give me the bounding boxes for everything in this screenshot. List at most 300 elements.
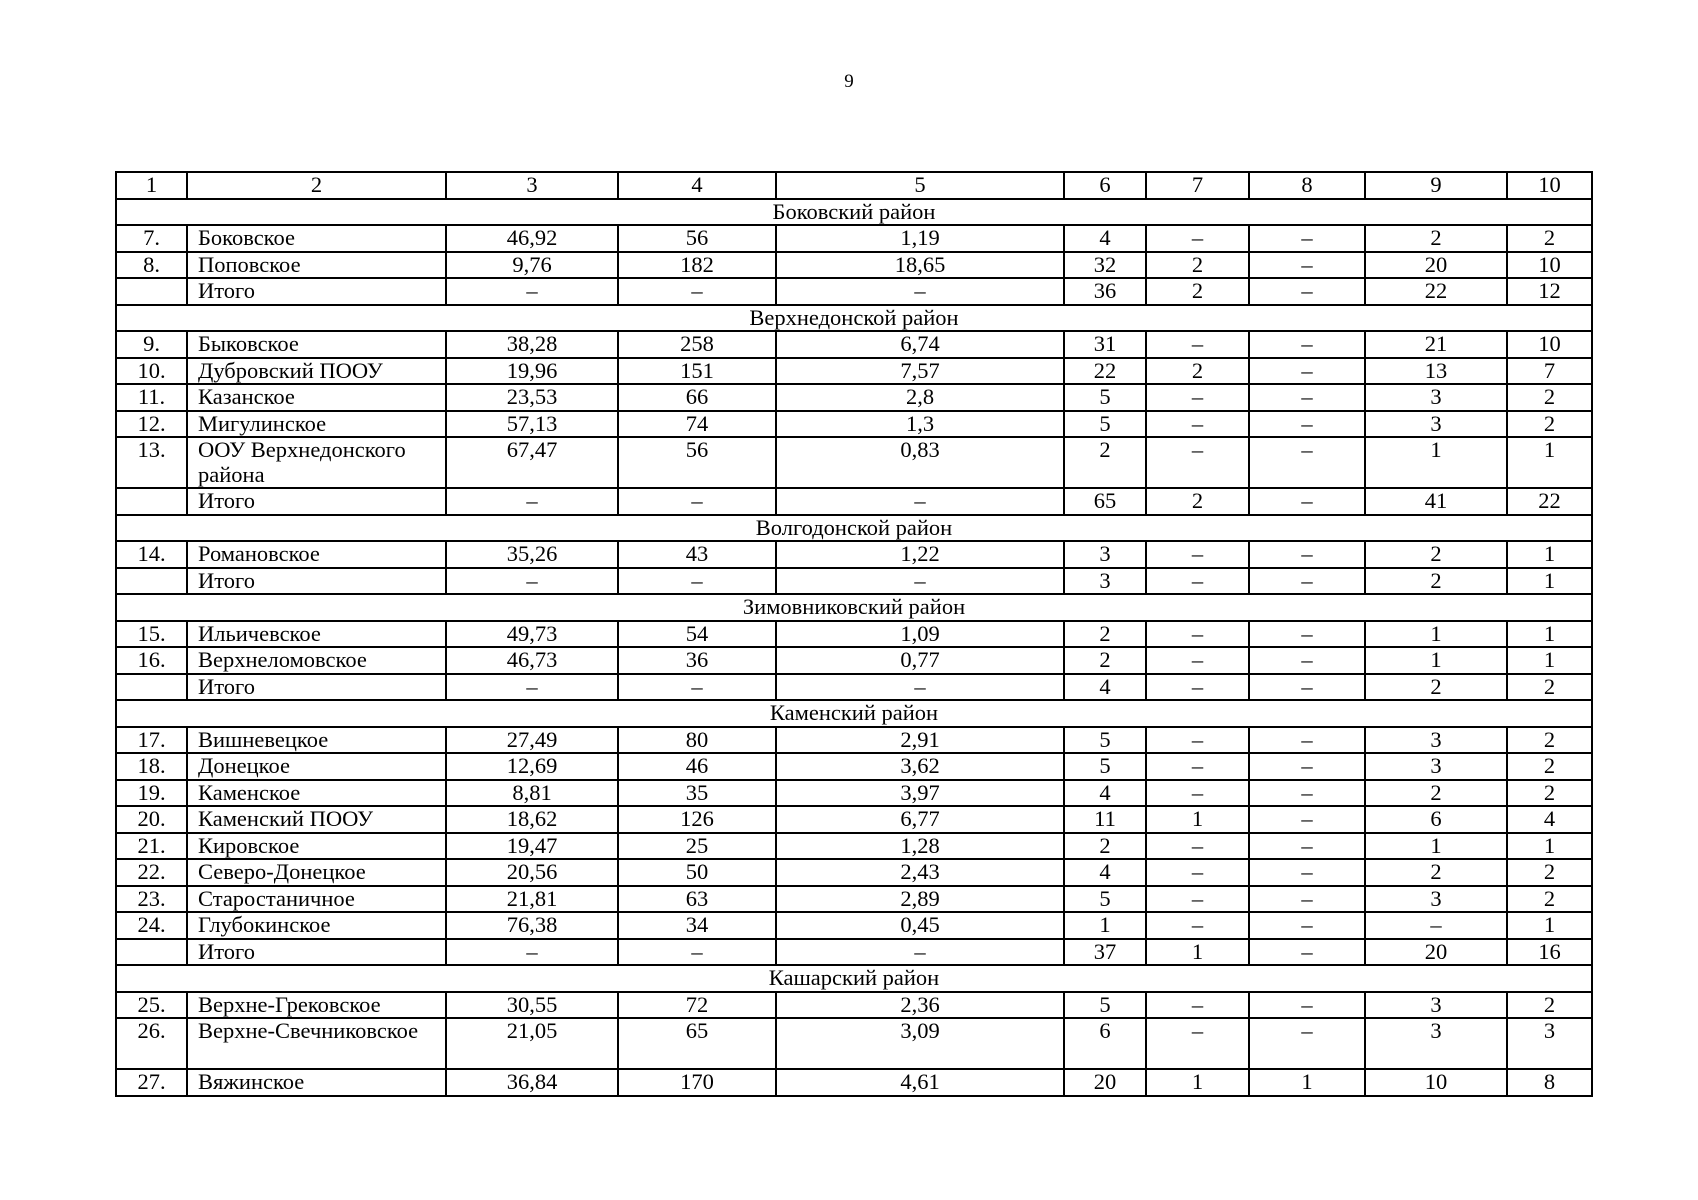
table-cell: 65 — [1064, 488, 1146, 515]
table-cell: 9,76 — [446, 252, 618, 279]
row-number: 26. — [116, 1018, 187, 1069]
table-cell: 2 — [1507, 886, 1592, 913]
district-title: Зимовниковский район — [116, 594, 1592, 621]
row-number: 17. — [116, 727, 187, 754]
table-cell: 3,09 — [776, 1018, 1064, 1069]
column-header: 9 — [1365, 172, 1507, 199]
table-cell: 20 — [1365, 939, 1507, 966]
table-cell: 1 — [1249, 1069, 1365, 1096]
table-cell: 56 — [618, 437, 776, 488]
table-cell: 6,74 — [776, 331, 1064, 358]
table-cell: 2 — [1365, 674, 1507, 701]
table-cell: 20 — [1365, 252, 1507, 279]
settlement-name: Казанское — [187, 384, 446, 411]
table-cell: 126 — [618, 806, 776, 833]
district-title: Верхнедонской район — [116, 305, 1592, 332]
table-cell: 2 — [1146, 488, 1249, 515]
table-cell: 74 — [618, 411, 776, 438]
table-cell: – — [1249, 252, 1365, 279]
table-cell: 13 — [1365, 358, 1507, 385]
settlement-name: Быковское — [187, 331, 446, 358]
column-header: 5 — [776, 172, 1064, 199]
row-number — [116, 488, 187, 515]
table-cell: 4 — [1507, 806, 1592, 833]
table-cell: 151 — [618, 358, 776, 385]
table-cell: 1 — [1146, 1069, 1249, 1096]
table-cell: 3 — [1365, 411, 1507, 438]
table-row — [116, 859, 1592, 886]
table-cell: 2 — [1507, 674, 1592, 701]
table-row — [116, 1069, 1592, 1096]
district-title: Боковский район — [116, 199, 1592, 226]
table-cell: 1 — [1507, 833, 1592, 860]
table-cell: – — [1146, 992, 1249, 1019]
table-cell: 8,81 — [446, 780, 618, 807]
table-cell: 1 — [1365, 621, 1507, 648]
table-cell: – — [1146, 912, 1249, 939]
row-number: 11. — [116, 384, 187, 411]
table-cell: 1 — [1507, 437, 1592, 488]
table-cell: 0,45 — [776, 912, 1064, 939]
table-cell: 11 — [1064, 806, 1146, 833]
table-row — [116, 384, 1592, 411]
table-cell: 10 — [1507, 331, 1592, 358]
table-row — [116, 806, 1592, 833]
settlement-name: Итого — [187, 674, 446, 701]
row-number: 23. — [116, 886, 187, 913]
table-cell: 67,47 — [446, 437, 618, 488]
table-cell: – — [618, 278, 776, 305]
column-header: 10 — [1507, 172, 1592, 199]
table-cell: 5 — [1064, 411, 1146, 438]
settlement-name: Каменское — [187, 780, 446, 807]
row-number: 12. — [116, 411, 187, 438]
row-number: 15. — [116, 621, 187, 648]
table-cell: 5 — [1064, 727, 1146, 754]
settlement-name: Ильичевское — [187, 621, 446, 648]
row-number: 21. — [116, 833, 187, 860]
table-cell: 57,13 — [446, 411, 618, 438]
table-cell: – — [1146, 225, 1249, 252]
table-cell: – — [776, 674, 1064, 701]
row-number — [116, 278, 187, 305]
table-cell: – — [1249, 727, 1365, 754]
table-cell: 1 — [1507, 912, 1592, 939]
table-cell: – — [1365, 912, 1507, 939]
table-cell: 5 — [1064, 992, 1146, 1019]
table-cell: – — [1146, 568, 1249, 595]
table-cell: 2 — [1064, 621, 1146, 648]
row-number: 7. — [116, 225, 187, 252]
table-row — [116, 358, 1592, 385]
table-cell: – — [446, 278, 618, 305]
table-cell: – — [1249, 753, 1365, 780]
table-cell: 22 — [1365, 278, 1507, 305]
table-cell: 1,22 — [776, 541, 1064, 568]
table-cell: 2 — [1507, 859, 1592, 886]
table-cell: 2 — [1365, 780, 1507, 807]
table-cell: 36 — [618, 647, 776, 674]
table-row — [116, 541, 1592, 568]
settlement-name: Итого — [187, 939, 446, 966]
table-cell: 63 — [618, 886, 776, 913]
total-row — [116, 278, 1592, 305]
table-cell: – — [1249, 488, 1365, 515]
table-cell: – — [776, 939, 1064, 966]
table-cell: – — [1249, 780, 1365, 807]
row-number: 18. — [116, 753, 187, 780]
table-cell: 3 — [1365, 384, 1507, 411]
table-cell: 258 — [618, 331, 776, 358]
table-cell: – — [1249, 568, 1365, 595]
table-cell: – — [1249, 992, 1365, 1019]
district-row — [116, 965, 1592, 992]
row-number: 22. — [116, 859, 187, 886]
settlement-name: Северо-Донецкое — [187, 859, 446, 886]
table-row — [116, 252, 1592, 279]
table-cell: 46,92 — [446, 225, 618, 252]
settlement-name: Вяжинское — [187, 1069, 446, 1096]
table-cell: 10 — [1507, 252, 1592, 279]
table-cell: 72 — [618, 992, 776, 1019]
table-cell: 3 — [1507, 1018, 1592, 1069]
row-number: 13. — [116, 437, 187, 488]
table-cell: – — [776, 568, 1064, 595]
table-cell: – — [1249, 859, 1365, 886]
table-cell: 21,05 — [446, 1018, 618, 1069]
table-cell: 10 — [1365, 1069, 1507, 1096]
table-cell: 182 — [618, 252, 776, 279]
settlement-name: Боковское — [187, 225, 446, 252]
table-cell: 2 — [1507, 727, 1592, 754]
table-cell: 20,56 — [446, 859, 618, 886]
district-row — [116, 515, 1592, 542]
district-row — [116, 199, 1592, 226]
table-cell: 2 — [1507, 992, 1592, 1019]
table-cell: 1,28 — [776, 833, 1064, 860]
district-row — [116, 594, 1592, 621]
table-row — [116, 1018, 1592, 1069]
table-cell: 22 — [1507, 488, 1592, 515]
table-cell: 56 — [618, 225, 776, 252]
district-row — [116, 305, 1592, 332]
table-cell: 3 — [1064, 568, 1146, 595]
table-cell: 2 — [1064, 833, 1146, 860]
settlement-name: Донецкое — [187, 753, 446, 780]
table-cell: – — [1249, 331, 1365, 358]
table-cell: – — [618, 488, 776, 515]
table-cell: 1 — [1507, 541, 1592, 568]
table-row — [116, 727, 1592, 754]
table-row — [116, 437, 1592, 488]
table-cell: – — [1249, 647, 1365, 674]
table-cell: 50 — [618, 859, 776, 886]
table-cell: 3 — [1365, 992, 1507, 1019]
table-row — [116, 912, 1592, 939]
table-cell: – — [1146, 384, 1249, 411]
table-cell: 36 — [1064, 278, 1146, 305]
table-cell: – — [1249, 358, 1365, 385]
table-cell: 5 — [1064, 384, 1146, 411]
table-cell: 27,49 — [446, 727, 618, 754]
table-cell: 2,36 — [776, 992, 1064, 1019]
table-body — [116, 172, 1592, 1096]
settlement-name: Итого — [187, 278, 446, 305]
table-cell: 170 — [618, 1069, 776, 1096]
settlement-name: Итого — [187, 568, 446, 595]
table-cell: 3 — [1365, 727, 1507, 754]
table-cell: 18,65 — [776, 252, 1064, 279]
total-row — [116, 568, 1592, 595]
table-cell: – — [1249, 411, 1365, 438]
table-cell: – — [1249, 1018, 1365, 1069]
table-cell: 30,55 — [446, 992, 618, 1019]
table-row — [116, 833, 1592, 860]
table-cell: 1,3 — [776, 411, 1064, 438]
table-cell: 46,73 — [446, 647, 618, 674]
table-cell: 1 — [1365, 437, 1507, 488]
table-cell: 21,81 — [446, 886, 618, 913]
table-cell: – — [1249, 225, 1365, 252]
settlement-name: Мигулинское — [187, 411, 446, 438]
table-cell: 4 — [1064, 780, 1146, 807]
table-cell: 3,62 — [776, 753, 1064, 780]
table-cell: 2 — [1064, 437, 1146, 488]
data-table — [115, 171, 1593, 1097]
column-header: 3 — [446, 172, 618, 199]
table-cell: – — [618, 568, 776, 595]
table-cell: – — [1146, 674, 1249, 701]
row-number: 14. — [116, 541, 187, 568]
table-cell: 2 — [1365, 859, 1507, 886]
table-cell: – — [1146, 1018, 1249, 1069]
table-cell: – — [1249, 384, 1365, 411]
table-cell: – — [1249, 621, 1365, 648]
page-number: 9 — [844, 71, 854, 92]
table-cell: 3 — [1365, 753, 1507, 780]
table-cell: – — [1146, 541, 1249, 568]
table-cell: 1 — [1146, 939, 1249, 966]
table-cell: 3 — [1064, 541, 1146, 568]
table-cell: – — [1249, 806, 1365, 833]
table-cell: 2 — [1146, 358, 1249, 385]
row-number: 27. — [116, 1069, 187, 1096]
column-header: 4 — [618, 172, 776, 199]
table-cell: – — [1249, 437, 1365, 488]
table-cell: 2 — [1064, 647, 1146, 674]
total-row — [116, 488, 1592, 515]
table-cell: 22 — [1064, 358, 1146, 385]
settlement-name: Романовское — [187, 541, 446, 568]
table-cell: 5 — [1064, 753, 1146, 780]
table-cell: – — [1249, 939, 1365, 966]
table-cell: 2 — [1507, 225, 1592, 252]
table-cell: – — [1146, 886, 1249, 913]
district-title: Волгодонской район — [116, 515, 1592, 542]
table-cell: 2 — [1507, 384, 1592, 411]
table-cell: 1,09 — [776, 621, 1064, 648]
settlement-name: ООУ Верхнедонского района — [187, 437, 446, 488]
table-row — [116, 331, 1592, 358]
settlement-name: Итого — [187, 488, 446, 515]
table-cell: – — [1249, 886, 1365, 913]
row-number: 24. — [116, 912, 187, 939]
table-cell: 0,77 — [776, 647, 1064, 674]
table-cell: 4 — [1064, 859, 1146, 886]
table-cell: 4 — [1064, 225, 1146, 252]
table-cell: – — [446, 488, 618, 515]
table-cell: 1 — [1507, 647, 1592, 674]
table-cell: – — [776, 488, 1064, 515]
settlement-name: Вишневецкое — [187, 727, 446, 754]
table-cell: 65 — [618, 1018, 776, 1069]
table-cell: 2 — [1507, 411, 1592, 438]
table-cell: 20 — [1064, 1069, 1146, 1096]
table-cell: 80 — [618, 727, 776, 754]
table-cell: – — [618, 939, 776, 966]
settlement-name: Каменский ПООУ — [187, 806, 446, 833]
table-cell: 1,19 — [776, 225, 1064, 252]
table-cell: 19,47 — [446, 833, 618, 860]
row-number — [116, 674, 187, 701]
table-cell: 35 — [618, 780, 776, 807]
table-cell: 6 — [1365, 806, 1507, 833]
table-cell: – — [1249, 278, 1365, 305]
table-cell: 1 — [1365, 647, 1507, 674]
table-cell: – — [1146, 437, 1249, 488]
table-cell: 5 — [1064, 886, 1146, 913]
column-header: 8 — [1249, 172, 1365, 199]
column-header: 1 — [116, 172, 187, 199]
settlement-name: Глубокинское — [187, 912, 446, 939]
table-cell: 23,53 — [446, 384, 618, 411]
table-cell: 16 — [1507, 939, 1592, 966]
settlement-name: Дубровский ПООУ — [187, 358, 446, 385]
row-number: 25. — [116, 992, 187, 1019]
column-header: 2 — [187, 172, 446, 199]
table-cell: 2,8 — [776, 384, 1064, 411]
table-cell: – — [776, 278, 1064, 305]
table-cell: 35,26 — [446, 541, 618, 568]
total-row — [116, 939, 1592, 966]
column-header: 7 — [1146, 172, 1249, 199]
table-cell: – — [1146, 331, 1249, 358]
table-cell: 34 — [618, 912, 776, 939]
column-header: 6 — [1064, 172, 1146, 199]
district-title: Каменский район — [116, 700, 1592, 727]
table-cell: – — [446, 568, 618, 595]
table-cell: 7,57 — [776, 358, 1064, 385]
table-cell: 3,97 — [776, 780, 1064, 807]
table-cell: 2 — [1146, 252, 1249, 279]
table-cell: 49,73 — [446, 621, 618, 648]
row-number: 8. — [116, 252, 187, 279]
table-cell: 19,96 — [446, 358, 618, 385]
table-cell: 4 — [1064, 674, 1146, 701]
row-number: 19. — [116, 780, 187, 807]
table-cell: 41 — [1365, 488, 1507, 515]
table-cell: 2 — [1365, 541, 1507, 568]
settlement-name: Поповское — [187, 252, 446, 279]
table-cell: – — [1146, 753, 1249, 780]
table-cell: 25 — [618, 833, 776, 860]
table-cell: 7 — [1507, 358, 1592, 385]
table-cell: – — [618, 674, 776, 701]
table-cell: 1 — [1146, 806, 1249, 833]
settlement-name: Верхне-Грековское — [187, 992, 446, 1019]
row-number: 20. — [116, 806, 187, 833]
table-cell: 46 — [618, 753, 776, 780]
table-cell: – — [446, 674, 618, 701]
table-cell: 6,77 — [776, 806, 1064, 833]
row-number: 16. — [116, 647, 187, 674]
table-cell: 1 — [1365, 833, 1507, 860]
table-cell: – — [1249, 541, 1365, 568]
table-cell: – — [1249, 674, 1365, 701]
table-cell: 32 — [1064, 252, 1146, 279]
table-cell: – — [1146, 833, 1249, 860]
table-cell: 4,61 — [776, 1069, 1064, 1096]
table-cell: 43 — [618, 541, 776, 568]
district-title: Кашарский район — [116, 965, 1592, 992]
table-cell: 18,62 — [446, 806, 618, 833]
table-cell: 38,28 — [446, 331, 618, 358]
table-row — [116, 886, 1592, 913]
header-row — [116, 172, 1592, 199]
table-row — [116, 621, 1592, 648]
table-cell: – — [1146, 859, 1249, 886]
row-number — [116, 939, 187, 966]
table-cell: 2,91 — [776, 727, 1064, 754]
table-cell: 21 — [1365, 331, 1507, 358]
table-cell: – — [1249, 912, 1365, 939]
settlement-name: Верхне-Свечниковское — [187, 1018, 446, 1069]
table-cell: – — [446, 939, 618, 966]
row-number — [116, 568, 187, 595]
table-cell: 12,69 — [446, 753, 618, 780]
row-number: 9. — [116, 331, 187, 358]
total-row — [116, 674, 1592, 701]
table-row — [116, 780, 1592, 807]
table-row — [116, 753, 1592, 780]
district-row — [116, 700, 1592, 727]
table-cell: 76,38 — [446, 912, 618, 939]
settlement-name: Кировское — [187, 833, 446, 860]
table-cell: 2 — [1507, 780, 1592, 807]
table-cell: 2,43 — [776, 859, 1064, 886]
table-cell: – — [1146, 727, 1249, 754]
table-cell: 1 — [1064, 912, 1146, 939]
table-cell: 3 — [1365, 1018, 1507, 1069]
table-cell: 2 — [1365, 568, 1507, 595]
table-cell: 2 — [1146, 278, 1249, 305]
table-row — [116, 411, 1592, 438]
table-row — [116, 992, 1592, 1019]
table-cell: 2 — [1365, 225, 1507, 252]
table-cell: – — [1146, 780, 1249, 807]
table-cell: 36,84 — [446, 1069, 618, 1096]
table-cell: 0,83 — [776, 437, 1064, 488]
table-cell: 37 — [1064, 939, 1146, 966]
table-cell: 12 — [1507, 278, 1592, 305]
row-number: 10. — [116, 358, 187, 385]
table-cell: – — [1146, 621, 1249, 648]
table-cell: 6 — [1064, 1018, 1146, 1069]
table-cell: 2,89 — [776, 886, 1064, 913]
settlement-name: Старостаничное — [187, 886, 446, 913]
table-cell: 2 — [1507, 753, 1592, 780]
table-cell: – — [1249, 833, 1365, 860]
